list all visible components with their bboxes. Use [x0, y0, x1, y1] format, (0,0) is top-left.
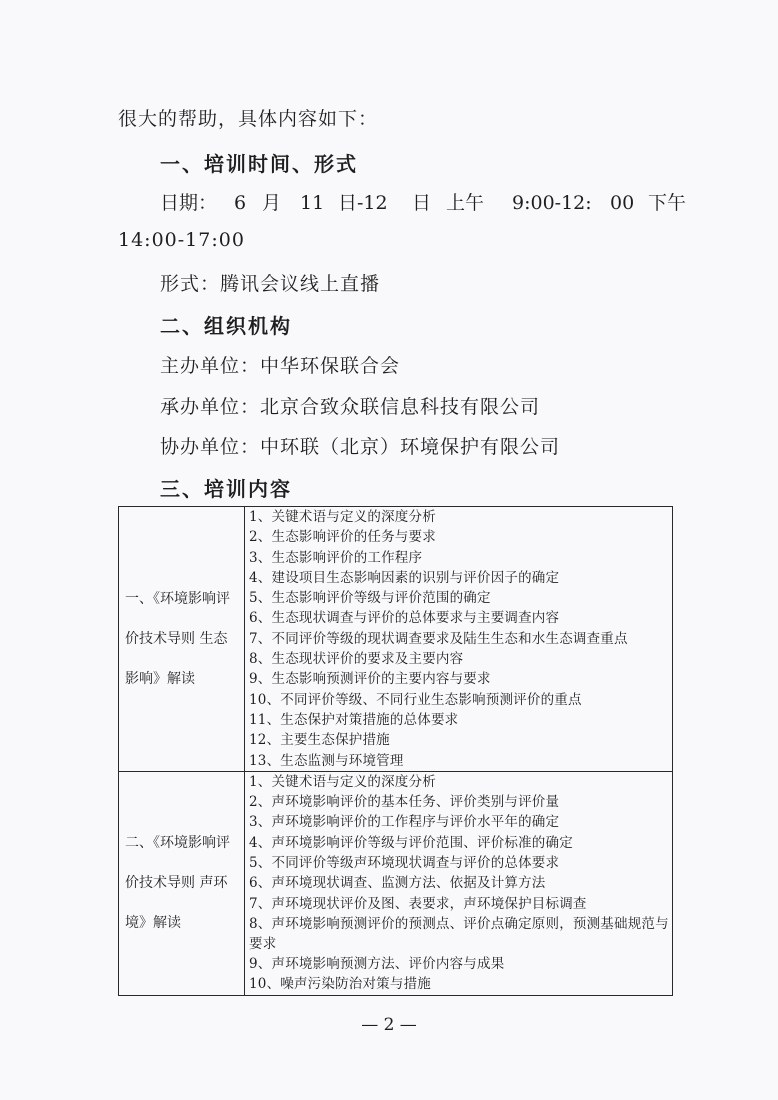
date-part: 月: [262, 192, 282, 214]
list-item: 6、生态现状调查与评价的总体要求与主要调查内容: [249, 610, 560, 627]
list-item: 1、关键术语与定义的深度分析: [249, 773, 436, 790]
organizer-unit: 承办单位：北京合致众联信息科技有限公司: [160, 396, 541, 418]
list-item: 2、生态影响评价的任务与要求: [249, 529, 436, 546]
list-item: 12、主要生态保护措施: [249, 732, 390, 749]
list-item: 5、不同评价等级声环境现状调查与评价的总体要求: [249, 855, 560, 872]
module-items-cell: [245, 507, 673, 772]
list-item: 9、声环境影响预测方法、评价内容与成果: [249, 955, 505, 972]
list-item: 10、不同评价等级、不同行业生态影响预测评价的重点: [249, 691, 582, 708]
intro-line: 很大的帮助，具体内容如下：: [118, 108, 379, 130]
list-item: 8、声环境影响预测评价的预测点、评价点确定原则，预测基础规范与要求: [249, 915, 669, 952]
section-heading-content: 三、培训内容: [160, 477, 292, 501]
module-items-cell: [245, 771, 673, 995]
list-item: 7、声环境现状评价及图、表要求，声环境保护目标调查: [249, 895, 587, 912]
list-item: 11、生态保护对策措施的总体要求: [249, 711, 459, 728]
list-item: 7、不同评价等级的现状调查要求及陆生生态和水生态调查重点: [249, 630, 628, 647]
section-heading-time-form: 一、培训时间、形式: [160, 152, 358, 176]
date-part: 日: [412, 192, 432, 214]
table-row: [119, 507, 673, 772]
date-part: 上午: [446, 192, 485, 214]
host-unit: 主办单位：中华环保联合会: [160, 355, 401, 377]
date-part: 00: [610, 192, 635, 214]
module-title-cell: 二、《环境影响评价技术导则 声环境》解读: [119, 771, 245, 995]
list-item: 5、生态影响评价等级与评价范围的确定: [249, 590, 491, 607]
date-part: 6: [234, 192, 247, 214]
date-part: 下午: [648, 192, 687, 214]
date-part: 9:00-12:: [512, 192, 592, 214]
list-item: 13、生态监测与环境管理: [249, 752, 404, 769]
module-title-cell: 一、《环境影响评价技术导则 生态影响》解读: [119, 507, 245, 772]
list-item: 3、声环境影响评价的工作程序与评价水平年的确定: [249, 814, 560, 831]
list-item: 10、噪声污染防治对策与措施: [249, 976, 431, 993]
table-row: [119, 771, 673, 995]
list-item: 4、建设项目生态影响因素的识别与评价因子的确定: [249, 569, 560, 586]
training-date-line: [160, 188, 686, 215]
list-item: 2、声环境影响评价的基本任务、评价类别与评价量: [249, 794, 560, 811]
training-time-continued: 14:00-17:00: [118, 229, 245, 251]
list-item: 3、生态影响评价的工作程序: [249, 549, 423, 566]
co-organizer-unit: 协办单位：中环联（北京）环境保护有限公司: [160, 436, 561, 458]
list-item: 9、生态影响预测评价的主要内容与要求: [249, 671, 491, 688]
date-part: 日-12: [338, 192, 388, 214]
list-item: 4、声环境影响评价等级与评价范围、评价标准的确定: [249, 834, 573, 851]
date-part: 11: [300, 192, 325, 214]
training-form: 形式：腾讯会议线上直播: [160, 273, 381, 295]
list-item: 8、生态现状评价的要求及主要内容: [249, 651, 464, 668]
list-item: 1、关键术语与定义的深度分析: [249, 509, 436, 525]
date-label: 日期：: [160, 192, 218, 214]
section-heading-organization: 二、组织机构: [160, 314, 292, 338]
training-content-table: [118, 506, 673, 996]
list-item: 6、声环境现状调查、监测方法、依据及计算方法: [249, 875, 546, 892]
page-number: — 2 —: [361, 1015, 417, 1035]
